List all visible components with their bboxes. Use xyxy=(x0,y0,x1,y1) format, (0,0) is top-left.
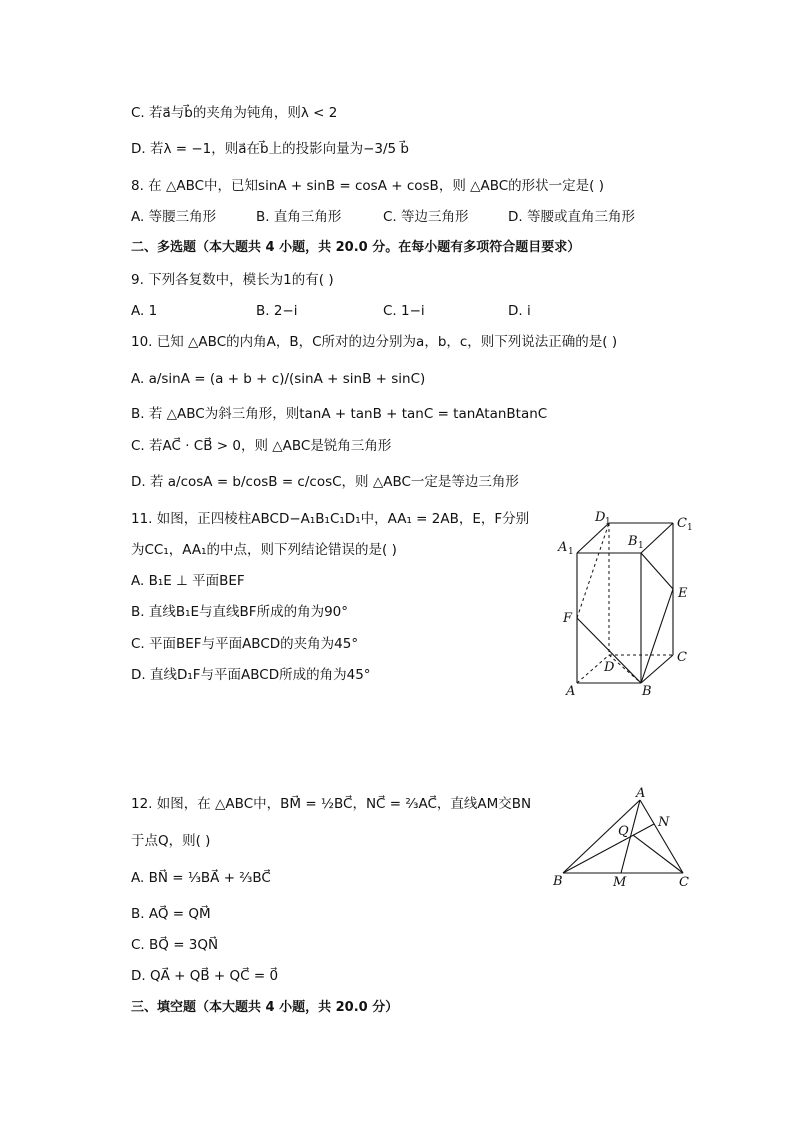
label-b1-sub: 1 xyxy=(638,541,644,551)
q11-stem-line2: 为CC₁，AA₁的中点，则下列结论错误的是( ) xyxy=(131,542,397,558)
q11-stem-line1: 11. 如图，正四棱柱ABCD−A₁B₁C₁D₁中，AA₁ = 2AB，E，F分别 xyxy=(131,511,530,527)
q11-option-b: B. 直线B₁E与直线BF所成的角为90° xyxy=(131,604,349,620)
q11-option-c: C. 平面BEF与平面ABCD的夹角为45° xyxy=(131,636,359,652)
label-f: F xyxy=(563,611,573,626)
q8-option-d: D. 等腰或直角三角形 xyxy=(508,209,635,225)
q11-option-d: D. 直线D₁F与平面ABCD所成的角为45° xyxy=(131,667,371,683)
label-c: C xyxy=(679,875,689,890)
q7-option-c: C. 若a⃗与b⃗的夹角为钝角，则λ < 2 xyxy=(131,105,338,121)
label-d: D xyxy=(604,660,615,675)
q8-stem: 8. 在 △ABC中，已知sinA + sinB = cosA + cosB，则 △ABC的形状一定是( ) xyxy=(131,178,605,194)
label-c1: C xyxy=(677,516,687,531)
q9-option-d: D. i xyxy=(508,303,531,319)
q12-option-c: C. BQ⃗ = 3QN⃗ xyxy=(131,937,219,953)
q8-option-c: C. 等边三角形 xyxy=(383,209,469,225)
label-b: B xyxy=(553,874,563,889)
label-e: E xyxy=(678,586,688,601)
segment-bn xyxy=(563,824,654,873)
segment-b1e xyxy=(641,553,673,589)
label-q: Q xyxy=(618,824,629,839)
q11-option-a: A. B₁E ⊥ 平面BEF xyxy=(131,573,245,589)
q12-stem-line2: 于点Q，则( ) xyxy=(131,833,211,849)
q7-option-d: D. 若λ = −1，则a⃗在b⃗上的投影向量为−3/5 b⃗ xyxy=(131,141,410,157)
q10-option-d: D. 若 a/cosA = b/cosB = c/cosC，则 △ABC一定是等边三角形 xyxy=(131,474,519,490)
label-a: A xyxy=(636,786,646,801)
label-d1: D xyxy=(595,510,606,525)
q12-option-a: A. BN⃗ = ⅓BA⃗ + ⅔BC⃗ xyxy=(131,870,271,886)
side-ac xyxy=(640,800,683,873)
prism-figure xyxy=(550,505,700,700)
label-m: M xyxy=(613,875,627,890)
section-fill-in-heading: 三、填空题（本大题共 4 小题，共 20.0 分） xyxy=(131,1000,399,1015)
q8-option-a: A. 等腰三角形 xyxy=(131,209,217,225)
label-b1: B xyxy=(628,534,638,549)
label-a1-sub: 1 xyxy=(568,547,574,557)
label-c: C xyxy=(677,650,687,665)
q10-option-c: C. 若AC⃗ · CB⃗ > 0，则 △ABC是锐角三角形 xyxy=(131,438,392,454)
label-a: A xyxy=(566,684,576,699)
label-d1-sub: 1 xyxy=(605,517,611,527)
q12-stem-line1: 12. 如图，在 △ABC中，BM⃗ = ½BC⃗，NC⃗ = ⅔AC⃗，直线AM交BN xyxy=(131,796,532,812)
q9-option-b: B. 2−i xyxy=(256,303,298,319)
label-c1-sub: 1 xyxy=(687,523,693,533)
section-multiple-choice-heading: 二、多选题（本大题共 4 小题，共 20.0 分。在每小题有多项符合题目要求） xyxy=(131,240,581,255)
q9-stem: 9. 下列各复数中，模长为1的有( ) xyxy=(131,272,334,288)
q10-stem: 10. 已知 △ABC的内角A，B，C所对的边分别为a，b，c，则下列说法正确的是( ) xyxy=(131,334,618,350)
q10-option-b: B. 若 △ABC为斜三角形，则tanA + tanB + tanC = tanAtanBtanC xyxy=(131,406,548,422)
segment-qc xyxy=(633,835,683,873)
q9-option-a: A. 1 xyxy=(131,303,158,319)
q8-option-b: B. 直角三角形 xyxy=(256,209,342,225)
q12-option-b: B. AQ⃗ = QM⃗ xyxy=(131,906,211,922)
label-b: B xyxy=(642,684,652,699)
edge-b1c1 xyxy=(641,523,673,553)
q9-option-c: C. 1−i xyxy=(383,303,425,319)
q10-option-a: A. a/sinA = (a + b + c)/(sinA + sinB + sinC) xyxy=(131,371,426,387)
triangle-figure xyxy=(548,785,698,895)
label-n: N xyxy=(658,815,670,830)
label-a1: A xyxy=(558,540,568,555)
q12-option-d: D. QA⃗ + QB⃗ + QC⃗ = 0⃗ xyxy=(131,968,279,984)
